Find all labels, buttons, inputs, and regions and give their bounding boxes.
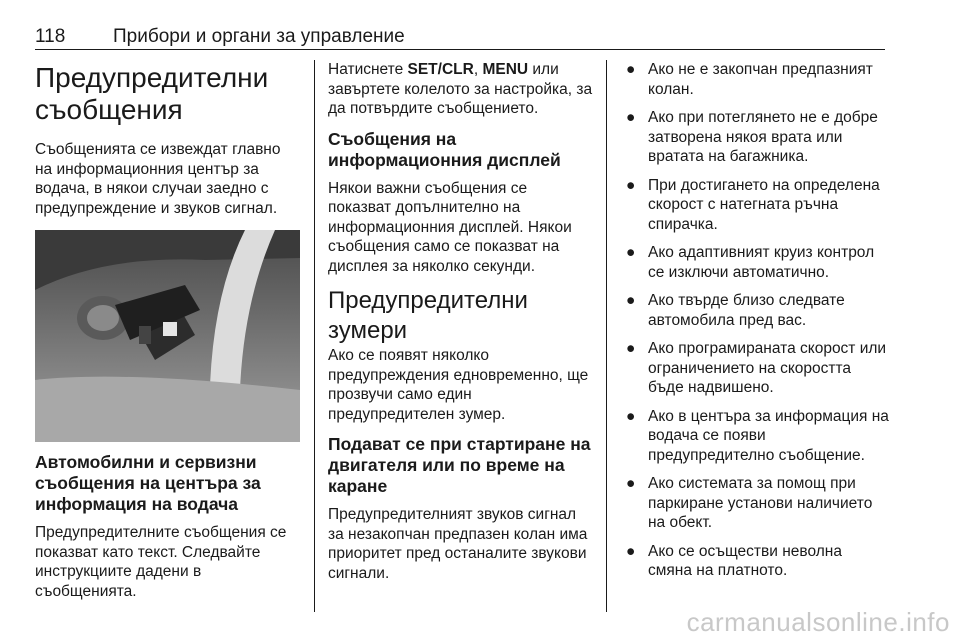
section-heading-vehicle-messages: Автомобилни и сервизни съобщения на центъра за информация на водача — [35, 452, 261, 514]
list-item-text: Ако се осъществи неволна смяна на платното. — [648, 542, 842, 579]
list-item — [620, 542, 890, 581]
bullet-icon: ● — [626, 61, 636, 78]
list-item — [620, 339, 890, 398]
bullet-icon: ● — [626, 340, 636, 357]
set-clr-key: SET/CLR — [407, 61, 474, 78]
chime-conditions-list — [620, 60, 890, 581]
list-item-text: Ако програмираната скорост или ограничението на скоростта бъде надвишено. — [648, 340, 887, 396]
section-heading-warning-chimes: Предупредителни зумери — [328, 287, 528, 344]
list-item — [620, 108, 890, 167]
column-2 — [328, 60, 593, 591]
list-item — [620, 407, 890, 466]
list-item-text: Ако твърде близо следвате автомобила пред вас. — [648, 292, 845, 329]
chapter-title: Прибори и органи за управление — [113, 26, 405, 47]
bullet-icon: ● — [626, 109, 636, 126]
bullet-icon: ● — [626, 292, 636, 309]
list-item-text: Ако системата за помощ при паркиране установи наличието на обект. — [648, 475, 873, 531]
list-item — [620, 291, 890, 330]
column-1 — [35, 60, 300, 609]
confirm-text-start: Натиснете — [328, 61, 408, 78]
list-item — [620, 243, 890, 282]
list-item-text: Ако не е закопчан предпазният колан. — [648, 61, 873, 98]
bullet-icon: ● — [626, 244, 636, 261]
menu-key: MENU — [482, 61, 529, 78]
column-divider-2 — [606, 60, 607, 612]
list-item — [620, 474, 890, 533]
stalk-illustration — [35, 230, 300, 442]
list-item-text: При достигането на определена скорост с натегната ръчна спирачка. — [648, 176, 880, 233]
confirm-paragraph — [328, 60, 593, 119]
list-item — [620, 176, 890, 235]
column-3 — [620, 60, 890, 590]
section-heading-info-display: Съобщения на информационния дисплей — [328, 128, 561, 170]
list-item-text: Ако адаптивният круиз контрол се изключи автоматично. — [648, 244, 875, 281]
list-item — [620, 60, 890, 99]
engine-start-paragraph: Предупредителният звуков сигнал за незакопчан предпазен колан има приоритет пред останалите звукови сигнали. — [328, 506, 588, 582]
bullet-icon: ● — [626, 475, 636, 492]
steering-column-stalk-photo — [35, 230, 300, 442]
bullet-icon: ● — [626, 176, 636, 194]
list-item-text: Ако при потеглянето не е добре затворена някоя врата или вратата на багажника. — [648, 109, 878, 165]
intro-paragraph: Съобщенията се извеждат главно на информационния център за водача, в някои случаи заедно с предупреждение и звуков сигнал. — [35, 141, 281, 217]
confirm-text-end: или завъртете колелото за настройка, за да потвърдите съобщението. — [328, 61, 593, 117]
info-display-paragraph: Някои важни съобщения се показват допълнително на информационния дисплей. Някои съобщения само се показват на дисплея за няколко секунди. — [328, 179, 572, 275]
column-divider-1 — [314, 60, 315, 612]
page-number: 118 — [35, 26, 66, 47]
list-item-text: Ако в центъра за информация на водача се появи предупредително съобщение. — [648, 407, 889, 464]
page-header — [35, 20, 885, 50]
bullet-icon: ● — [626, 407, 636, 425]
vehicle-messages-paragraph: Предупредителните съобщения се показват като текст. Следвайте инструкциите дадени в съобщенията. — [35, 524, 287, 600]
watermark: carmanualsonline.info — [686, 607, 950, 637]
warning-chimes-paragraph: Ако се появят няколко предупреждения едновременно, ще прозвучи само един предупредителен зумер. — [328, 347, 589, 423]
bullet-icon: ● — [626, 542, 636, 560]
confirm-separator: , — [473, 61, 483, 78]
section-heading-engine-start: Подават се при стартиране на двигателя или по време на каране — [328, 434, 591, 496]
section-heading-warnings: Предупредителни съобщения — [35, 62, 269, 125]
header-rule — [35, 49, 885, 50]
